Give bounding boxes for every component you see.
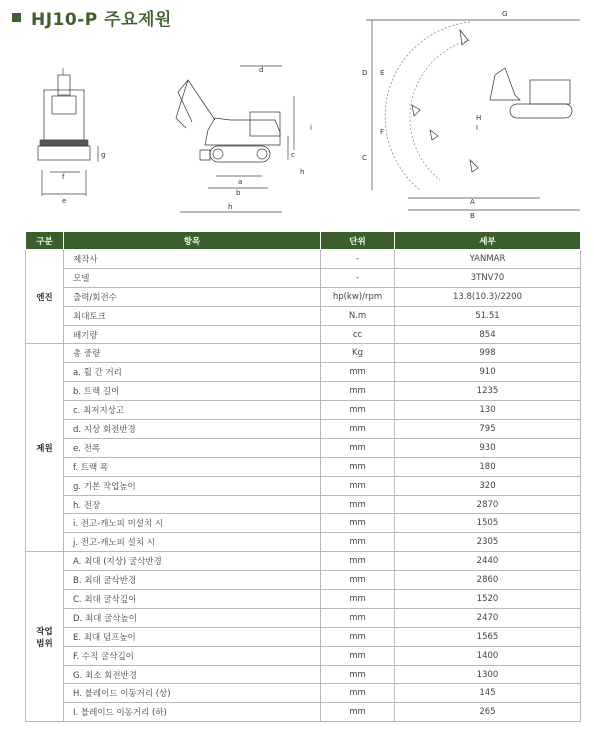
table-body bbox=[26, 250, 581, 722]
table-row bbox=[26, 363, 581, 382]
excavator-dimension-diagrams bbox=[0, 0, 594, 225]
spec-table bbox=[25, 231, 581, 722]
header-unit: 단위 bbox=[321, 232, 395, 250]
label-E: E bbox=[380, 69, 385, 77]
item-cell: H. 블레이드 이동거리 (상) bbox=[64, 684, 321, 703]
item-cell: 모델 bbox=[64, 268, 321, 287]
unit-cell: mm bbox=[321, 627, 395, 646]
group-label: 작업 범위 bbox=[26, 552, 64, 722]
label-F: F bbox=[380, 128, 385, 136]
label-A: A bbox=[470, 198, 475, 206]
table-row bbox=[26, 306, 581, 325]
detail-cell: 998 bbox=[395, 344, 581, 363]
unit-cell: mm bbox=[321, 420, 395, 439]
item-cell: 최대토크 bbox=[64, 306, 321, 325]
table-row bbox=[26, 514, 581, 533]
table-row bbox=[26, 703, 581, 722]
unit-cell: - bbox=[321, 250, 395, 269]
item-cell: c. 최저지상고 bbox=[64, 401, 321, 420]
front-view-drawing bbox=[38, 68, 98, 196]
table-row bbox=[26, 608, 581, 627]
unit-cell: mm bbox=[321, 703, 395, 722]
unit-cell: hp(kw)/rpm bbox=[321, 287, 395, 306]
unit-cell: mm bbox=[321, 646, 395, 665]
table-row bbox=[26, 665, 581, 684]
header-category: 구분 bbox=[26, 232, 64, 250]
item-cell: j. 전고-캐노피 설치 시 bbox=[64, 533, 321, 552]
detail-cell: 145 bbox=[395, 684, 581, 703]
item-cell: D. 최대 굴삭높이 bbox=[64, 608, 321, 627]
item-cell: 출력/회전수 bbox=[64, 287, 321, 306]
unit-cell: mm bbox=[321, 457, 395, 476]
table-row bbox=[26, 495, 581, 514]
item-cell: E. 최대 덤프높이 bbox=[64, 627, 321, 646]
item-cell: f. 트랙 폭 bbox=[64, 457, 321, 476]
detail-cell: 3TNV70 bbox=[395, 268, 581, 287]
table-row bbox=[26, 571, 581, 590]
header-detail: 세부 bbox=[395, 232, 581, 250]
table-header-row bbox=[26, 232, 581, 250]
detail-cell: 13.8(10.3)/2200 bbox=[395, 287, 581, 306]
table-row bbox=[26, 344, 581, 363]
working-range-drawing bbox=[366, 20, 580, 210]
table-row bbox=[26, 476, 581, 495]
detail-cell: YANMAR bbox=[395, 250, 581, 269]
detail-cell: 2470 bbox=[395, 608, 581, 627]
detail-cell: 2870 bbox=[395, 495, 581, 514]
table-row bbox=[26, 268, 581, 287]
unit-cell: mm bbox=[321, 382, 395, 401]
header-item: 항목 bbox=[64, 232, 321, 250]
table-row bbox=[26, 382, 581, 401]
label-d: d bbox=[259, 66, 264, 74]
label-B: B bbox=[470, 212, 475, 220]
detail-cell: 795 bbox=[395, 420, 581, 439]
label-b: b bbox=[236, 189, 241, 197]
item-cell: C. 최대 굴삭깊이 bbox=[64, 590, 321, 609]
unit-cell: mm bbox=[321, 495, 395, 514]
label-c: c bbox=[291, 151, 295, 159]
group-label: 엔진 bbox=[26, 250, 64, 344]
label-g: g bbox=[101, 151, 106, 159]
detail-cell: 130 bbox=[395, 401, 581, 420]
item-cell: e. 전폭 bbox=[64, 438, 321, 457]
label-h-right: h bbox=[300, 168, 305, 176]
table-row bbox=[26, 250, 581, 269]
unit-cell: - bbox=[321, 268, 395, 287]
unit-cell: mm bbox=[321, 665, 395, 684]
side-view-labels bbox=[228, 66, 312, 211]
front-view-labels bbox=[62, 151, 105, 205]
detail-cell: 1505 bbox=[395, 514, 581, 533]
item-cell: G. 최소 회전반경 bbox=[64, 665, 321, 684]
item-cell: a. 휠 간 거리 bbox=[64, 363, 321, 382]
detail-cell: 854 bbox=[395, 325, 581, 344]
label-D: D bbox=[362, 69, 368, 77]
unit-cell: mm bbox=[321, 438, 395, 457]
detail-cell: 51.51 bbox=[395, 306, 581, 325]
unit-cell: mm bbox=[321, 533, 395, 552]
unit-cell: mm bbox=[321, 401, 395, 420]
label-a: a bbox=[238, 178, 243, 186]
detail-cell: 180 bbox=[395, 457, 581, 476]
label-i: i bbox=[310, 124, 312, 132]
unit-cell: mm bbox=[321, 608, 395, 627]
label-H: H bbox=[476, 114, 482, 122]
unit-cell: cc bbox=[321, 325, 395, 344]
table-row bbox=[26, 627, 581, 646]
unit-cell: mm bbox=[321, 363, 395, 382]
table-row bbox=[26, 533, 581, 552]
item-cell: g. 기본 작업높이 bbox=[64, 476, 321, 495]
table-row bbox=[26, 646, 581, 665]
unit-cell: mm bbox=[321, 476, 395, 495]
unit-cell: N.m bbox=[321, 306, 395, 325]
unit-cell: Kg bbox=[321, 344, 395, 363]
table-row bbox=[26, 325, 581, 344]
label-e: e bbox=[62, 197, 67, 205]
item-cell: h. 전장 bbox=[64, 495, 321, 514]
detail-cell: 1565 bbox=[395, 627, 581, 646]
table-row bbox=[26, 401, 581, 420]
item-cell: A. 최대 (지상) 굴삭반경 bbox=[64, 552, 321, 571]
working-range-labels bbox=[362, 10, 507, 220]
label-h-bottom: h bbox=[228, 203, 233, 211]
table-row bbox=[26, 438, 581, 457]
label-I: I bbox=[476, 124, 479, 132]
table-row bbox=[26, 420, 581, 439]
title-text: HJ10-P 주요제원 bbox=[31, 9, 172, 30]
label-C: C bbox=[362, 154, 367, 162]
detail-cell: 2440 bbox=[395, 552, 581, 571]
side-view-drawing bbox=[176, 66, 294, 212]
table-row bbox=[26, 552, 581, 571]
table-row bbox=[26, 590, 581, 609]
item-cell: b. 트랙 길이 bbox=[64, 382, 321, 401]
detail-cell: 265 bbox=[395, 703, 581, 722]
detail-cell: 910 bbox=[395, 363, 581, 382]
item-cell: F. 수직 굴삭깊이 bbox=[64, 646, 321, 665]
item-cell: 제작사 bbox=[64, 250, 321, 269]
label-f: f bbox=[62, 173, 65, 181]
unit-cell: mm bbox=[321, 552, 395, 571]
detail-cell: 1300 bbox=[395, 665, 581, 684]
item-cell: d. 지상 회전반경 bbox=[64, 420, 321, 439]
unit-cell: mm bbox=[321, 571, 395, 590]
unit-cell: mm bbox=[321, 514, 395, 533]
detail-cell: 320 bbox=[395, 476, 581, 495]
detail-cell: 1235 bbox=[395, 382, 581, 401]
item-cell: 총 중량 bbox=[64, 344, 321, 363]
table-row bbox=[26, 287, 581, 306]
unit-cell: mm bbox=[321, 590, 395, 609]
detail-cell: 2305 bbox=[395, 533, 581, 552]
item-cell: i. 전고-캐노피 미설치 시 bbox=[64, 514, 321, 533]
item-cell: B. 최대 굴삭반경 bbox=[64, 571, 321, 590]
table-row bbox=[26, 684, 581, 703]
detail-cell: 1400 bbox=[395, 646, 581, 665]
label-G: G bbox=[502, 10, 508, 18]
item-cell: 배기량 bbox=[64, 325, 321, 344]
table-row bbox=[26, 457, 581, 476]
item-cell: I. 블레이드 이동거리 (하) bbox=[64, 703, 321, 722]
detail-cell: 2860 bbox=[395, 571, 581, 590]
group-label: 제원 bbox=[26, 344, 64, 552]
detail-cell: 1520 bbox=[395, 590, 581, 609]
detail-cell: 930 bbox=[395, 438, 581, 457]
unit-cell: mm bbox=[321, 684, 395, 703]
